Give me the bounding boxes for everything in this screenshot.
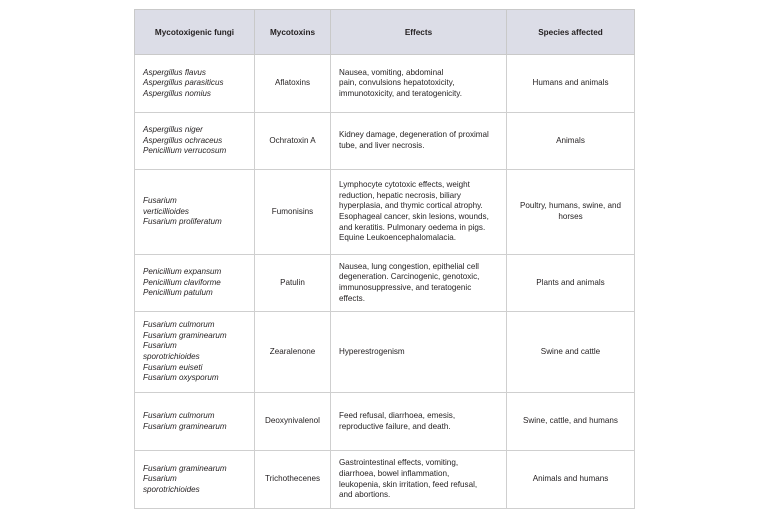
table-header-row	[135, 10, 635, 55]
fungi-name: sporotrichioides	[143, 484, 200, 494]
effects-line: reduction, hepatic necrosis, biliary	[339, 190, 461, 200]
effects-line: Nausea, lung congestion, epithelial cell	[339, 261, 479, 271]
species-cell: Poultry, humans, swine, and horses	[507, 170, 635, 255]
fungi-name: Aspergillus nomius	[143, 88, 211, 98]
fungi-name: Penicillium claviforme	[143, 277, 221, 287]
header-effects: Effects	[331, 10, 507, 55]
fungi-name: Fusarium graminearum	[143, 421, 227, 431]
fungi-cell	[135, 255, 255, 312]
mycotoxin-cell: Fumonisins	[255, 170, 331, 255]
header-mycotoxins: Mycotoxins	[255, 10, 331, 55]
fungi-cell	[135, 170, 255, 255]
effects-cell	[331, 170, 507, 255]
species-cell: Animals	[507, 113, 635, 170]
table-row	[135, 393, 635, 451]
fungi-cell	[135, 55, 255, 113]
effects-cell	[331, 451, 507, 509]
effects-line: Kidney damage, degeneration of proximal	[339, 130, 489, 140]
fungi-name: Aspergillus niger	[143, 125, 203, 135]
effects-cell	[331, 55, 507, 113]
effects-cell	[331, 312, 507, 393]
table-row	[135, 255, 635, 312]
effects-line: tube, and liver necrosis.	[339, 141, 425, 150]
species-cell: Animals and humans	[507, 451, 635, 509]
fungi-name: Fusarium culmorum	[143, 320, 215, 330]
effects-line: Esophageal cancer, skin lesions, wounds,	[339, 212, 489, 221]
fungi-name: Aspergillus flavus	[143, 67, 206, 77]
fungi-name: Fusarium graminearum	[143, 330, 227, 340]
effects-line: reproductive failure, and death.	[339, 421, 451, 431]
mycotoxin-cell: Aflatoxins	[255, 55, 331, 113]
mycotoxin-table	[134, 9, 635, 509]
effects-line: Lymphocyte cytotoxic effects, weight	[339, 180, 470, 190]
fungi-cell	[135, 312, 255, 393]
effects-line: and keratitis. Pulmonary oedema in pigs.	[339, 222, 486, 232]
effects-cell	[331, 393, 507, 451]
mycotoxin-cell: Ochratoxin A	[255, 113, 331, 170]
table-row	[135, 113, 635, 170]
fungi-name: Fusarium oxysporum	[143, 373, 219, 383]
effects-line: and abortions.	[339, 490, 391, 500]
fungi-name: Penicillium patulum	[143, 288, 213, 298]
effects-line: hyperplasia, and thymic cortical atrophy.	[339, 201, 483, 211]
effects-line: effects.	[339, 293, 365, 303]
effects-line: pain, convulsions hepatotoxicity,	[339, 78, 455, 88]
fungi-name: Fusarium culmorum	[143, 410, 215, 420]
effects-line: Nausea, vomiting, abdominal	[339, 67, 444, 77]
table-row	[135, 312, 635, 393]
fungi-cell	[135, 393, 255, 451]
fungi-name: verticillioides	[143, 206, 189, 216]
effects-line: Equine Leukoencephalomalacia.	[339, 233, 456, 243]
table-row	[135, 451, 635, 509]
effects-line: leukopenia, skin irritation, feed refusal,	[339, 479, 478, 489]
effects-line: degeneration. Carcinogenic, genotoxic,	[339, 272, 480, 282]
fungi-name: Penicillium expansum	[143, 267, 222, 277]
table-row	[135, 55, 635, 113]
effects-cell	[331, 113, 507, 170]
fungi-name: Aspergillus parasiticus	[143, 78, 224, 88]
mycotoxin-cell: Zearalenone	[255, 312, 331, 393]
species-cell: Humans and animals	[507, 55, 635, 113]
fungi-cell	[135, 113, 255, 170]
fungi-name: sporotrichioides	[143, 352, 200, 361]
effects-line: Feed refusal, diarrhoea, emesis,	[339, 410, 456, 420]
header-species: Species affected	[507, 10, 635, 55]
table-row	[135, 170, 635, 255]
fungi-name: Fusarium graminearum	[143, 463, 227, 473]
mycotoxin-cell: Deoxynivalenol	[255, 393, 331, 451]
species-cell: Swine, cattle, and humans	[507, 393, 635, 451]
effects-line: Hyperestrogenism	[339, 346, 405, 356]
effects-line: diarrhoea, bowel inflammation,	[339, 468, 450, 478]
effects-line: Gastrointestinal effects, vomiting,	[339, 458, 459, 468]
fungi-name: Aspergillus ochraceus	[143, 135, 223, 145]
header-fungi: Mycotoxigenic fungi	[135, 10, 255, 55]
effects-cell	[331, 255, 507, 312]
fungi-name: Fusarium	[143, 474, 177, 484]
fungi-name: Fusarium	[143, 341, 177, 351]
species-cell: Swine and cattle	[507, 312, 635, 393]
species-cell: Plants and animals	[507, 255, 635, 312]
fungi-name: Penicillium verrucosum	[143, 146, 227, 156]
effects-line: immunotoxicity, and teratogenicity.	[339, 88, 462, 98]
fungi-name: Fusarium euiseti	[143, 362, 203, 372]
fungi-name: Fusarium proliferatum	[143, 217, 222, 227]
fungi-cell	[135, 451, 255, 509]
effects-line: immunosuppressive, and teratogenic	[339, 283, 472, 292]
mycotoxin-cell: Patulin	[255, 255, 331, 312]
mycotoxin-cell: Trichothecenes	[255, 451, 331, 509]
fungi-name: Fusarium	[143, 196, 177, 206]
